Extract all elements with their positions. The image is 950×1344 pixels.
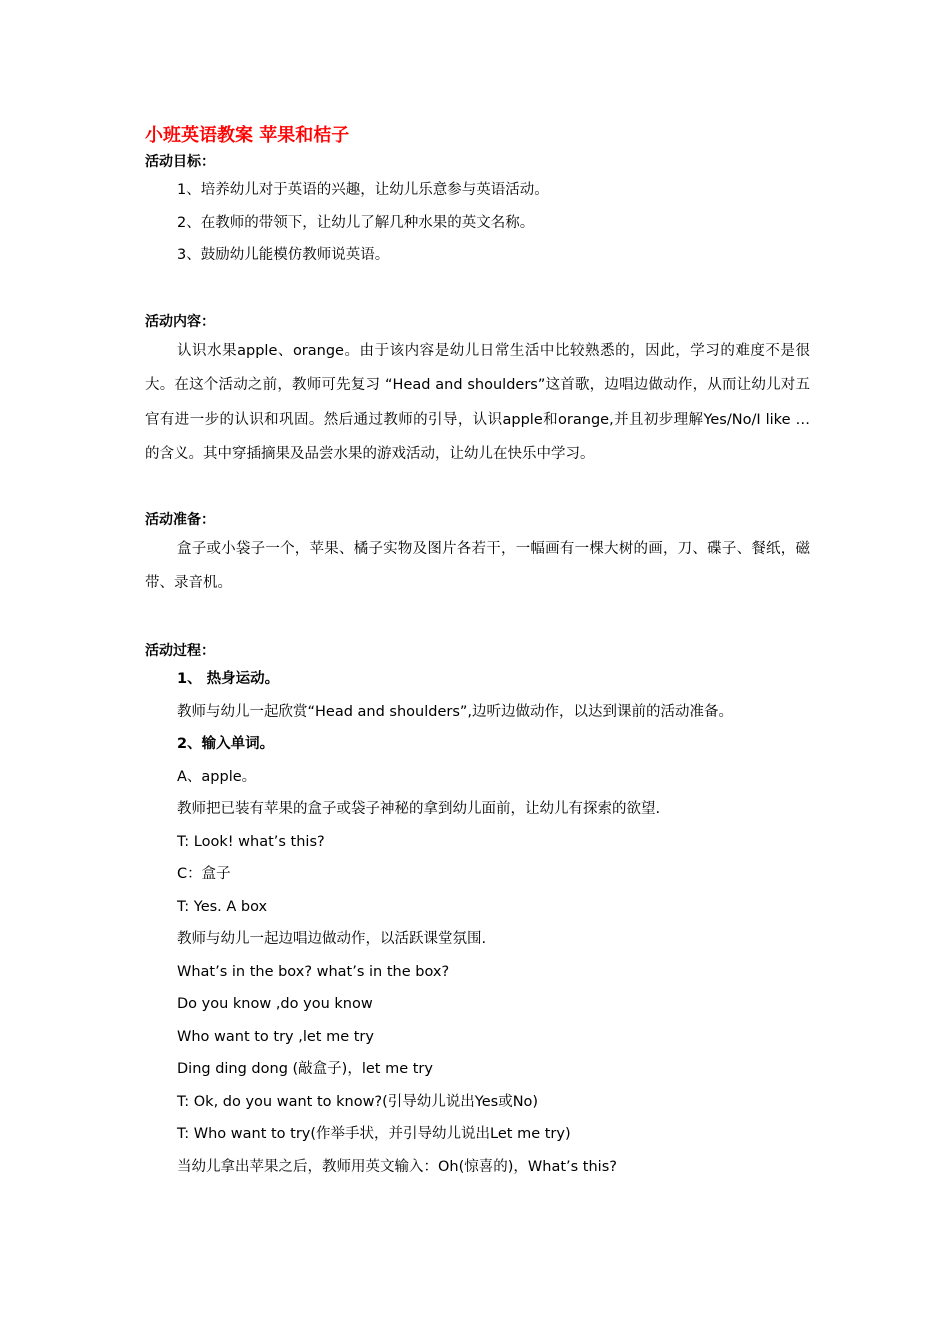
process-line: Ding ding dong (敲盒子)，let me try bbox=[177, 1061, 433, 1078]
process-step-2-title: 2、输入单词。 bbox=[177, 736, 275, 753]
process-section bbox=[145, 639, 810, 1183]
process-line: Do you know ,do you know bbox=[177, 996, 373, 1013]
document-title: 小班英语教案 苹果和桔子 bbox=[145, 125, 350, 146]
goals-heading: 活动目标： bbox=[145, 154, 215, 170]
preparation-section bbox=[145, 508, 810, 601]
process-line: What’s in the box? what’s in the box? bbox=[177, 963, 450, 980]
goals-section bbox=[145, 150, 810, 272]
section-spacer bbox=[145, 472, 810, 508]
process-line: A、apple。 bbox=[177, 768, 257, 785]
content-section bbox=[145, 310, 810, 472]
content-paragraph: 认识水果apple、orange。由于该内容是幼儿日常生活中比较熟悉的，因此，学习的难度不是很大。在这个活动之前，教师可先复习 “Head and shoulders”这首歌，边唱边做动作，从而让幼儿对五官有进一步的认识和巩固。然后通过教师的引导，认识apple和orange,并且初步理解Yes/No/I like …的含义。其中穿插摘果及品尝水果的游戏活动，让幼儿在快乐中学习。 bbox=[145, 342, 810, 463]
content-heading: 活动内容： bbox=[145, 313, 215, 330]
goal-item-3: 3、鼓励幼儿能模仿教师说英语。 bbox=[177, 247, 390, 263]
section-spacer bbox=[145, 272, 810, 310]
process-line: T: Ok, do you want to know?(引导幼儿说出Yes或No) bbox=[177, 1093, 539, 1110]
process-line: T: Who want to try(作举手状，并引导幼儿说出Let me try) bbox=[177, 1126, 571, 1143]
process-heading: 活动过程： bbox=[145, 643, 215, 660]
process-line: 教师把已装有苹果的盒子或袋子神秘的拿到幼儿面前，让幼儿有探索的欲望. bbox=[177, 801, 661, 818]
process-line: 教师与幼儿一起欣赏“Head and shoulders”,边听边做动作，以达到课前的活动准备。 bbox=[177, 703, 734, 720]
process-line: 当幼儿拿出苹果之后，教师用英文输入：Oh(惊喜的)，What’s this? bbox=[177, 1158, 617, 1175]
process-line: T: Look! what’s this? bbox=[177, 833, 325, 850]
section-spacer bbox=[145, 601, 810, 639]
document-page bbox=[145, 122, 810, 1183]
process-line: T: Yes. A box bbox=[177, 898, 268, 915]
goal-item-2: 2、在教师的带领下，让幼儿了解几种水果的英文名称。 bbox=[177, 214, 535, 231]
goal-item-1: 1、培养幼儿对于英语的兴趣，让幼儿乐意参与英语活动。 bbox=[177, 182, 549, 198]
process-line: Who want to try ,let me try bbox=[177, 1028, 374, 1045]
preparation-paragraph: 盒子或小袋子一个，苹果、橘子实物及图片各若干，一幅画有一棵大树的画，刀、碟子、餐纸，磁带、录音机。 bbox=[145, 540, 810, 592]
process-line: C：盒子 bbox=[177, 866, 231, 883]
process-step-1-title: 1、 热身运动。 bbox=[177, 671, 280, 688]
process-line: 教师与幼儿一起边唱边做动作，以活跃课堂氛围. bbox=[177, 931, 487, 948]
preparation-heading: 活动准备： bbox=[145, 511, 215, 528]
